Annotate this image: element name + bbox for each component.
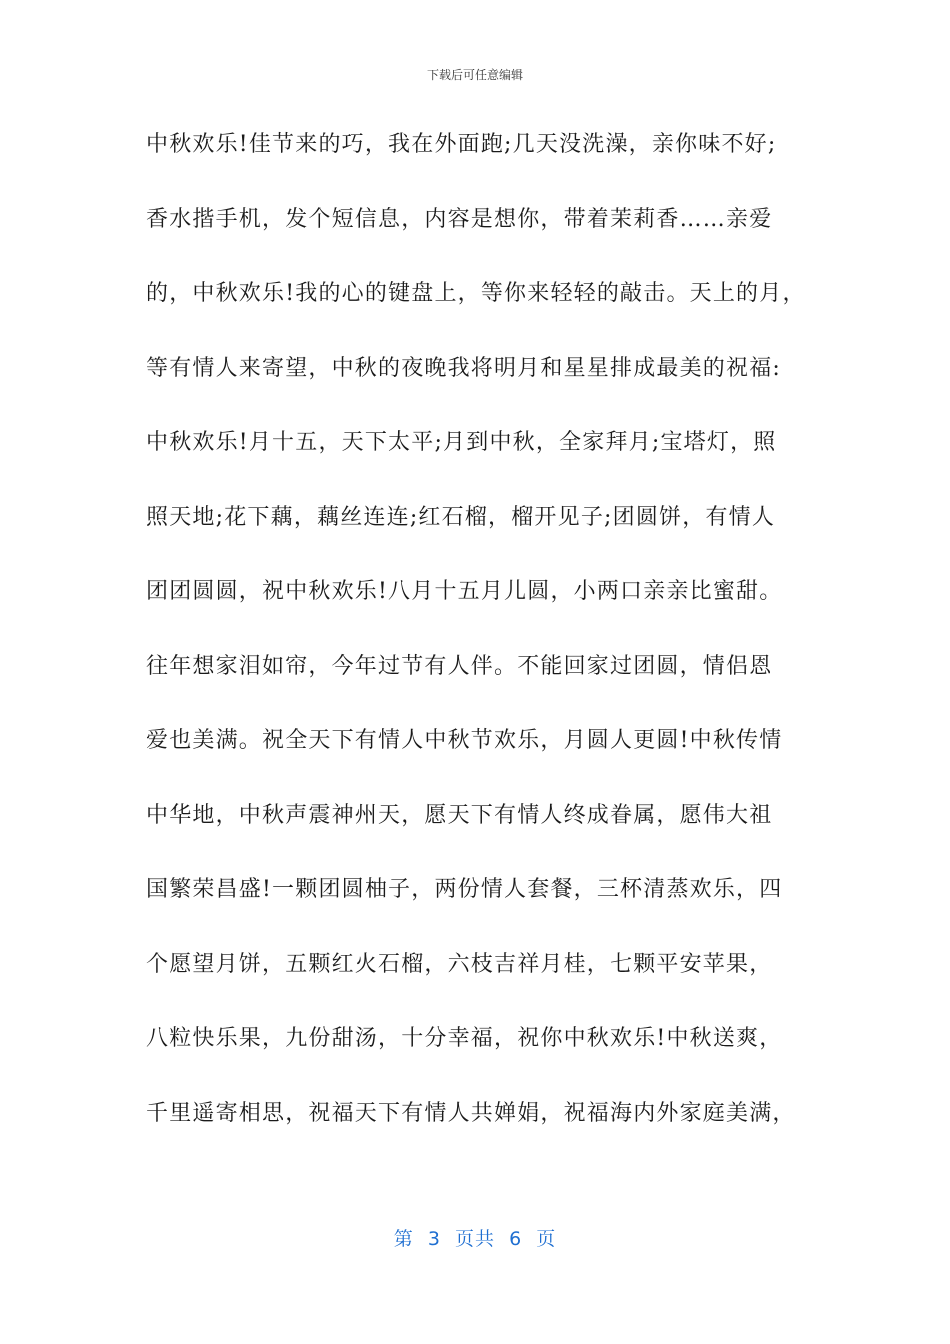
body-text	[146, 124, 826, 1167]
body-line: 中秋欢乐!佳节来的巧，我在外面跑;几天没洗澡，亲你味不好;	[146, 132, 777, 157]
body-line: 照天地;花下藕，藕丝连连;红石榴，榴开见子;团圆饼，有情人	[146, 504, 776, 530]
page-number-label: 第 3 页共 6 页	[393, 1228, 557, 1250]
body-line: 千里遥寄相思，祝福天下有情人共婵娟，祝福海内外家庭美满，	[146, 1100, 796, 1126]
body-line: 往年想家泪如帘，今年过节有人伴。不能回家过团圆，情侣恩	[146, 653, 773, 679]
body-line: 八粒快乐果，九份甜汤，十分幸福，祝你中秋欢乐!中秋送爽，	[146, 1026, 783, 1051]
body-line: 中秋欢乐!月十五，天下太平;月到中秋，全家拜月;宝塔灯，照	[146, 430, 777, 455]
body-line: 中华地，中秋声震神州天，愿天下有情人终成眷属，愿伟大祖	[146, 802, 773, 828]
header-note: 下载后可任意编辑	[426, 68, 523, 82]
body-line: 爱也美满。祝全天下有情人中秋节欢乐，月圆人更圆!中秋传情	[146, 728, 783, 753]
body-line: 香水揩手机，发个短信息，内容是想你，带着茉莉香……亲爱	[146, 206, 773, 232]
body-line: 等有情人来寄望，中秋的夜晚我将明月和星星排成最美的祝福:	[146, 355, 782, 381]
body-line: 国繁荣昌盛!一颗团圆柚子，两份情人套餐，三杯清蒸欢乐，四	[146, 877, 783, 902]
body-line: 个愿望月饼，五颗红火石榴，六枝吉祥月桂，七颗平安苹果，	[146, 951, 773, 977]
body-line: 的，中秋欢乐!我的心的键盘上，等你来轻轻的敲击。天上的月，	[146, 281, 806, 306]
page-number-footer	[0, 1224, 950, 1251]
body-line: 团团圆圆，祝中秋欢乐!八月十五月儿圆，小两口亲亲比蜜甜。	[146, 579, 783, 604]
